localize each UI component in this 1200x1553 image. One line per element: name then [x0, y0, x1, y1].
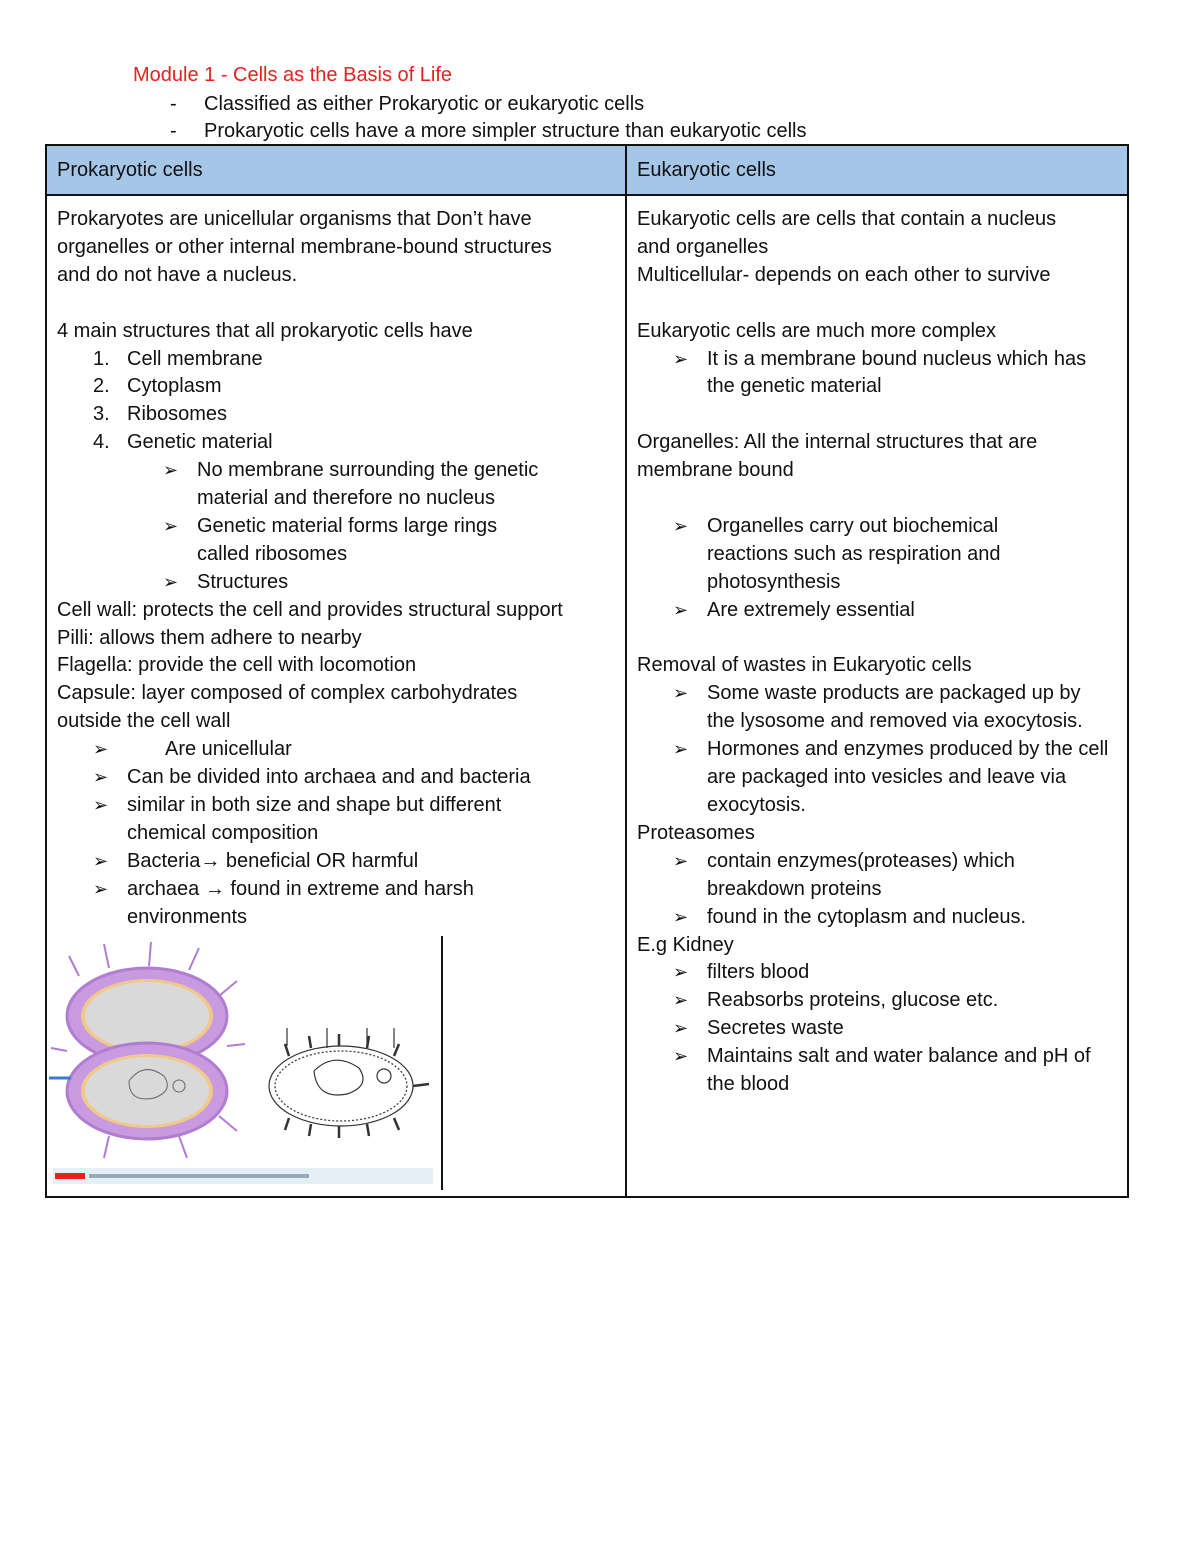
text-line: organelles or other internal membrane-bound structures [57, 235, 552, 258]
list-item: ➢ Some waste products are packaged up by the lysosome and removed via exocytosis. [673, 682, 1083, 733]
page-title: Module 1 - Cells as the Basis of Life [133, 64, 453, 86]
text-line: E.g Kidney [637, 933, 734, 956]
header-eukaryotic: Eukaryotic cells [626, 145, 1128, 195]
list-item: ➢ Structures [163, 570, 289, 593]
list-item: ➢ contain enzymes(proteases) which breakdown proteins [673, 849, 1015, 900]
text-line: and do not have a nucleus. [57, 263, 298, 286]
table-body-row [46, 195, 1128, 1197]
list-item: ➢ Secretes waste [673, 1017, 844, 1040]
text-line: Cell wall: protects the cell and provides structural support [57, 598, 563, 621]
text-line: 4 main structures that all prokaryotic cells have [57, 319, 473, 342]
intro-bullet: - Prokaryotic cells have a more simpler structure than eukaryotic cells [170, 120, 807, 142]
text-line: Capsule: layer composed of complex carbohydrates [57, 682, 518, 705]
list-item: ➢ Bacteria→ beneficial OR harmful [93, 849, 419, 872]
intro-bullet: - Classified as either Prokaryotic or eukaryotic cells [170, 93, 645, 115]
table-header-row [46, 145, 1128, 195]
list-item: ➢ Are extremely essential [673, 598, 915, 621]
list-item: ➢ Organelles carry out biochemical reactions such as respiration and photosynthesis [673, 514, 1001, 593]
text-line: Prokaryotes are unicellular organisms that Don’t have [57, 208, 532, 230]
list-item: 4. Genetic material [93, 431, 273, 454]
list-item: ➢ It is a membrane bound nucleus which has the genetic material [673, 347, 1087, 398]
list-item: ➢ Can be divided into archaea and and bacteria [93, 766, 531, 789]
text-line: Flagella: provide the cell with locomotion [57, 654, 417, 677]
list-item: ➢ archaea → found in extreme and harsh environments [93, 877, 474, 928]
cell-diagram [49, 936, 439, 1190]
text-line: Eukaryotic cells are cells that contain a nucleus [637, 208, 1057, 230]
header-prokaryotic: Prokaryotic cells [46, 145, 626, 195]
prokaryotic-cell [46, 195, 626, 1197]
text-line: Organelles: All the internal structures that are [637, 431, 1038, 454]
text-line: Pilli: allows them adhere to nearby [57, 626, 362, 649]
list-item: ➢ Reabsorbs proteins, glucose etc. [673, 989, 999, 1012]
list-item: ➢ No membrane surrounding the genetic material and therefore no nucleus [163, 459, 539, 510]
text-line: and organelles [637, 235, 769, 258]
list-item: 2. Cytoplasm [93, 375, 222, 398]
list-item: ➢ Hormones and enzymes produced by the cell are packaged into vesicles and leave via exocytosis. [673, 738, 1109, 816]
list-item: ➢ Are unicellular [93, 738, 292, 761]
list-item: ➢ Maintains salt and water balance and pH of the blood [673, 1045, 1091, 1096]
text-line: membrane bound [637, 459, 794, 482]
list-item: ➢ found in the cytoplasm and nucleus. [673, 905, 1027, 928]
comparison-table [45, 144, 1129, 1198]
text-line: Proteasomes [637, 821, 755, 844]
list-item: ➢ similar in both size and shape but different chemical composition [93, 794, 502, 844]
eukaryotic-cell [626, 195, 1128, 1197]
list-item: 3. Ribosomes [93, 403, 228, 426]
list-item: ➢ Genetic material forms large rings called ribosomes [163, 514, 498, 565]
prokaryotic-cell-figure [49, 936, 443, 1190]
text-line: Removal of wastes in Eukaryotic cells [637, 654, 972, 677]
text-line: Multicellular- depends on each other to survive [637, 263, 1051, 286]
text-line: Eukaryotic cells are much more complex [637, 319, 997, 342]
list-item: 1. Cell membrane [93, 347, 263, 370]
text-line: outside the cell wall [57, 710, 231, 733]
list-item: ➢ filters blood [673, 961, 810, 984]
